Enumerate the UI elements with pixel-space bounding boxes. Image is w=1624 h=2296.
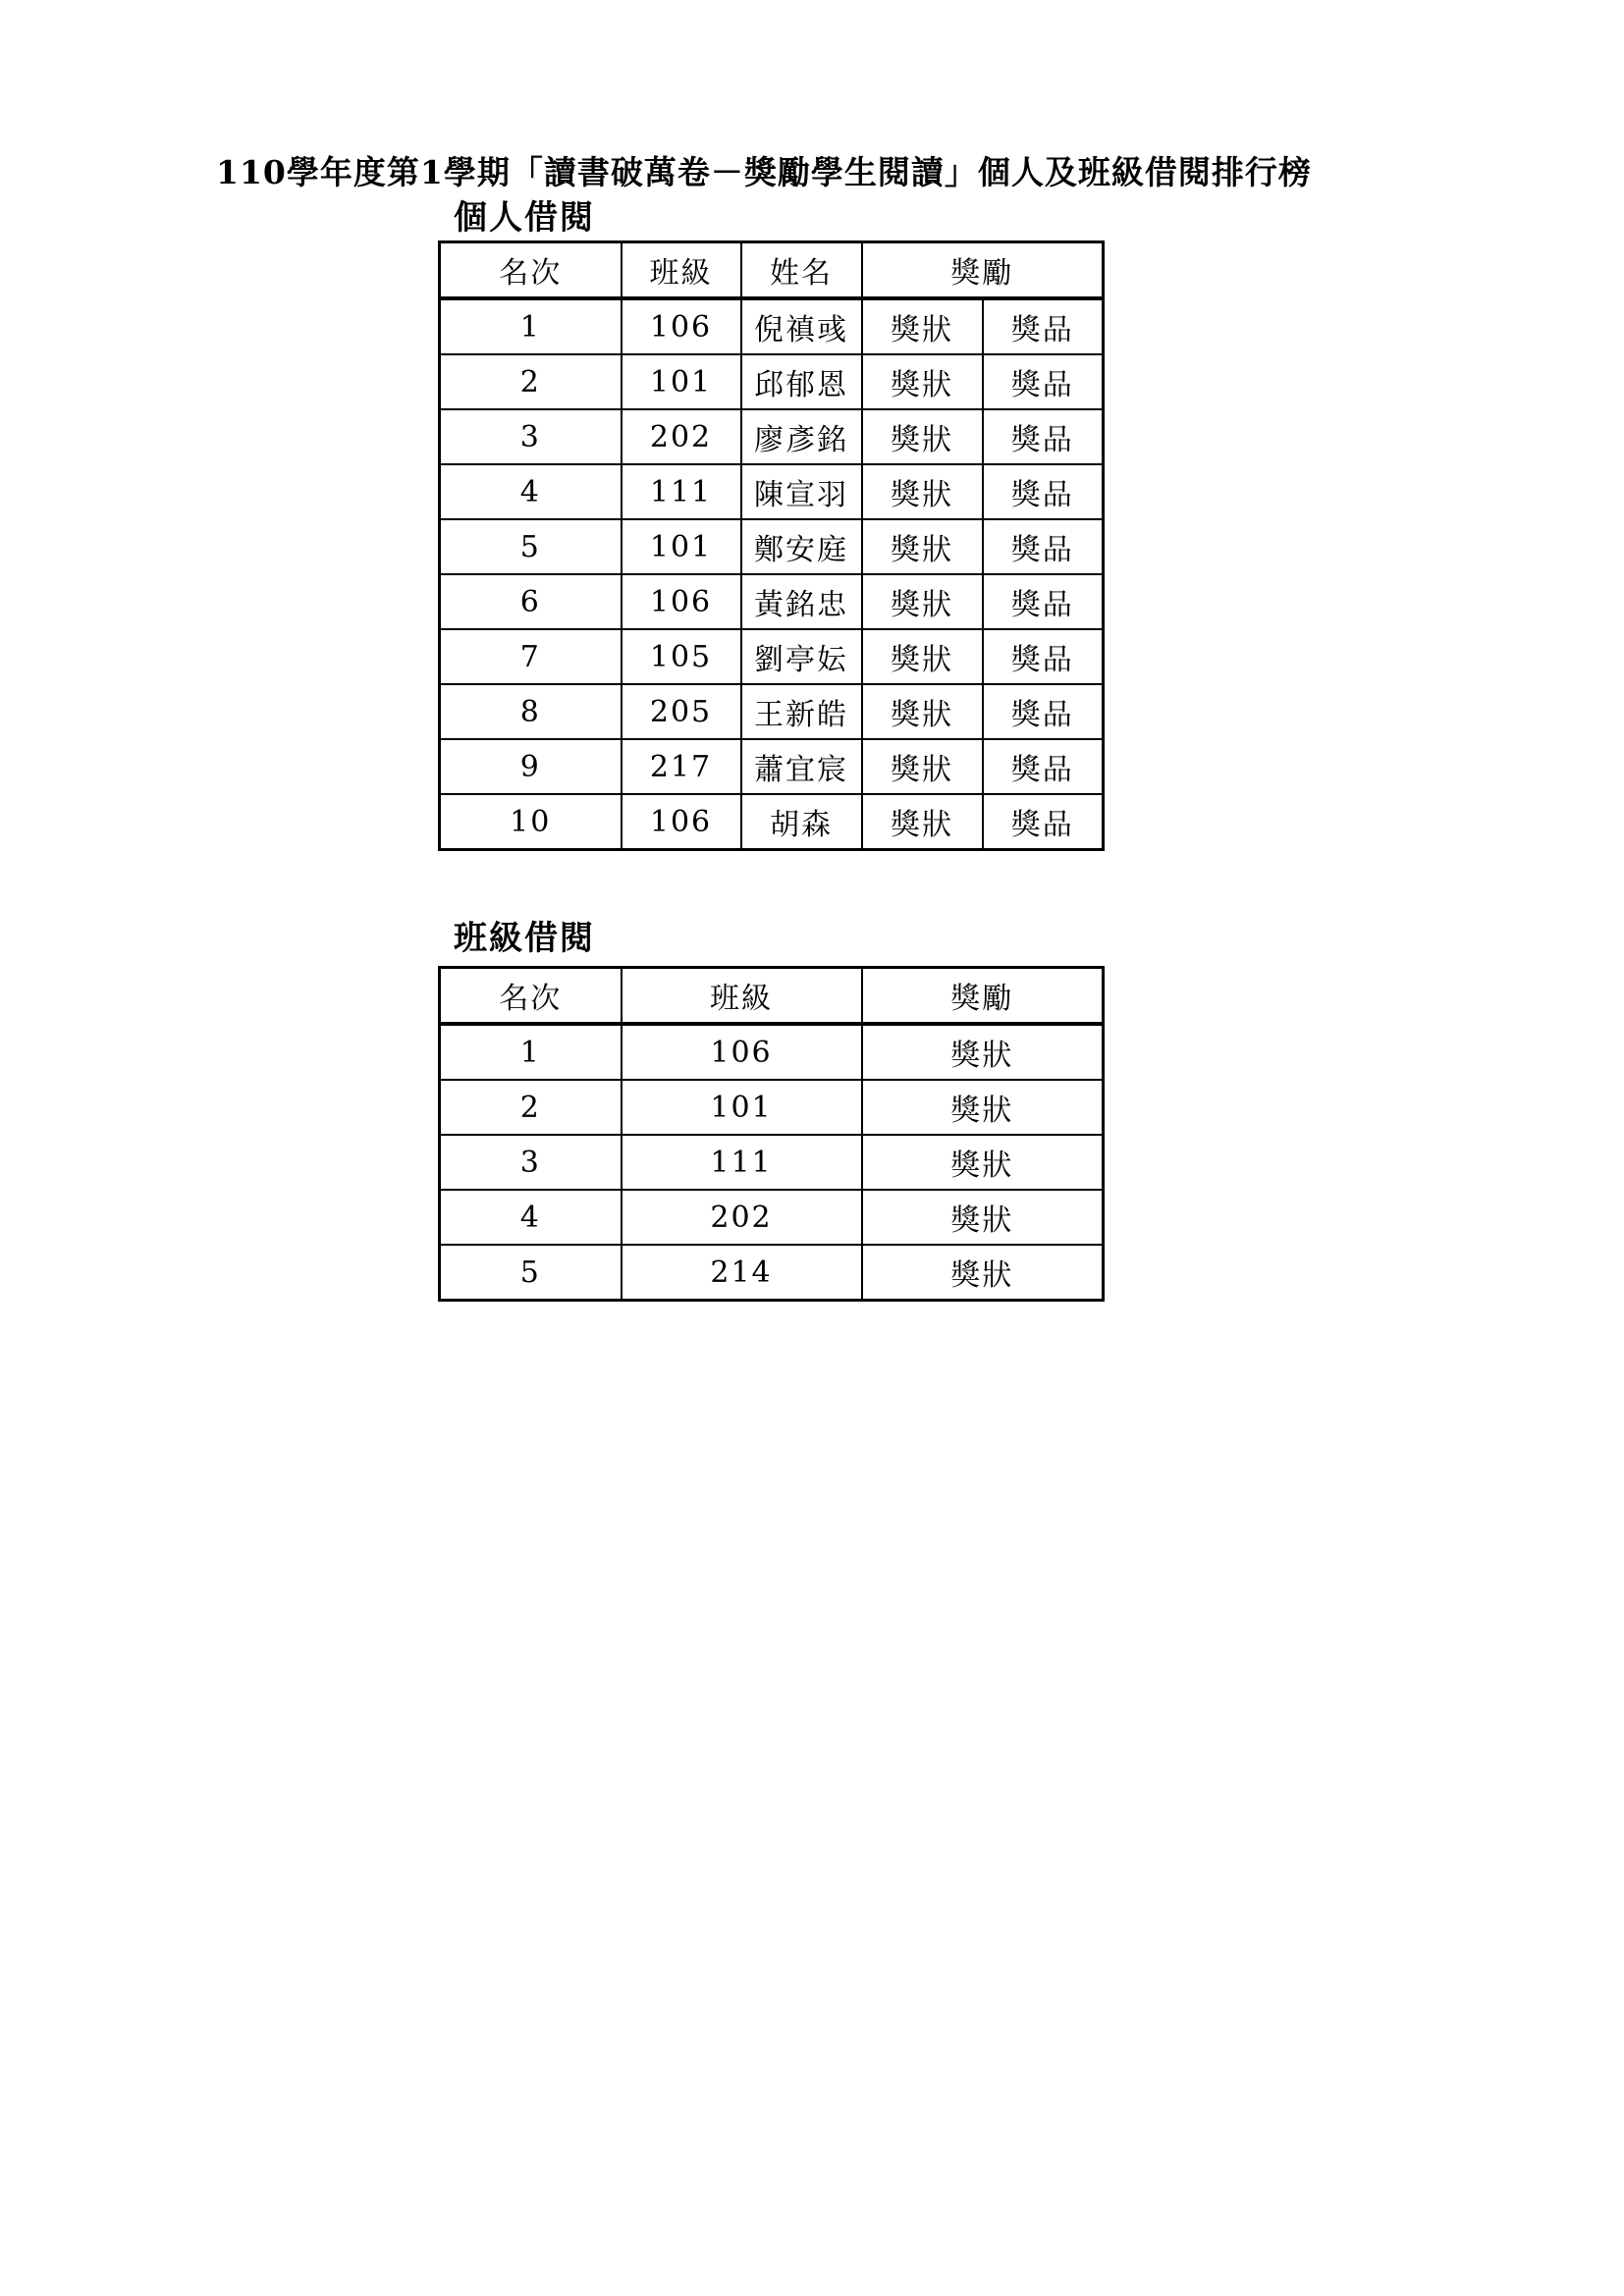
rank-cell: 4	[440, 464, 622, 519]
name-cell: 倪禛彧	[741, 298, 862, 354]
page-title: 110學年度第1學期「讀書破萬卷－獎勵學生閱讀」個人及班級借閱排行榜	[216, 153, 1312, 191]
header-class: 班級	[622, 242, 741, 299]
class-cell: 111	[622, 1135, 862, 1190]
prize-cell: 獎品	[983, 629, 1104, 684]
header-award: 獎勵	[862, 242, 1104, 299]
class-ranking-body	[440, 1024, 1104, 1301]
rank-cell: 1	[440, 298, 622, 354]
certificate-cell: 獎狀	[862, 794, 983, 850]
name-cell: 劉亭妘	[741, 629, 862, 684]
rank-cell: 9	[440, 739, 622, 794]
certificate-cell: 獎狀	[862, 574, 983, 629]
name-cell: 鄭安庭	[741, 519, 862, 574]
table-header-row	[440, 242, 1104, 299]
header-class: 班級	[622, 968, 862, 1025]
table-row	[440, 794, 1104, 850]
name-cell: 蕭宜宸	[741, 739, 862, 794]
name-cell: 廖彥銘	[741, 409, 862, 464]
table-row	[440, 409, 1104, 464]
prize-cell: 獎品	[983, 684, 1104, 739]
table-row	[440, 574, 1104, 629]
class-cell: 101	[622, 519, 741, 574]
table-header-row	[440, 968, 1104, 1025]
table-row	[440, 519, 1104, 574]
table-row	[440, 684, 1104, 739]
class-cell: 214	[622, 1245, 862, 1301]
prize-cell: 獎品	[983, 354, 1104, 409]
prize-cell: 獎品	[983, 794, 1104, 850]
rank-cell: 5	[440, 519, 622, 574]
certificate-cell: 獎狀	[862, 739, 983, 794]
certificate-cell: 獎狀	[862, 354, 983, 409]
name-cell: 胡森	[741, 794, 862, 850]
header-rank: 名次	[440, 242, 622, 299]
rank-cell: 3	[440, 1135, 622, 1190]
class-cell: 106	[622, 1024, 862, 1080]
table-row	[440, 629, 1104, 684]
certificate-cell: 獎狀	[862, 1135, 1104, 1190]
name-cell: 邱郁恩	[741, 354, 862, 409]
personal-ranking-body	[440, 298, 1104, 850]
personal-ranking-table	[438, 240, 1105, 851]
class-cell: 101	[622, 354, 741, 409]
table-row	[440, 739, 1104, 794]
class-borrowing-heading: 班級借閱	[454, 919, 595, 958]
prize-cell: 獎品	[983, 298, 1104, 354]
class-cell: 202	[622, 1190, 862, 1245]
certificate-cell: 獎狀	[862, 1080, 1104, 1135]
class-cell: 205	[622, 684, 741, 739]
certificate-cell: 獎狀	[862, 409, 983, 464]
rank-cell: 5	[440, 1245, 622, 1301]
table-row	[440, 1245, 1104, 1301]
class-cell: 106	[622, 298, 741, 354]
class-cell: 101	[622, 1080, 862, 1135]
rank-cell: 6	[440, 574, 622, 629]
table-row	[440, 1024, 1104, 1080]
certificate-cell: 獎狀	[862, 519, 983, 574]
prize-cell: 獎品	[983, 519, 1104, 574]
class-cell: 106	[622, 574, 741, 629]
rank-cell: 4	[440, 1190, 622, 1245]
certificate-cell: 獎狀	[862, 1190, 1104, 1245]
certificate-cell: 獎狀	[862, 629, 983, 684]
rank-cell: 2	[440, 1080, 622, 1135]
table-row	[440, 1135, 1104, 1190]
rank-cell: 1	[440, 1024, 622, 1080]
class-cell: 105	[622, 629, 741, 684]
class-cell: 106	[622, 794, 741, 850]
prize-cell: 獎品	[983, 464, 1104, 519]
name-cell: 陳宣羽	[741, 464, 862, 519]
class-cell: 111	[622, 464, 741, 519]
table-row	[440, 1080, 1104, 1135]
rank-cell: 3	[440, 409, 622, 464]
class-cell: 217	[622, 739, 741, 794]
header-name: 姓名	[741, 242, 862, 299]
personal-borrowing-heading: 個人借閱	[454, 198, 595, 238]
header-award: 獎勵	[862, 968, 1104, 1025]
certificate-cell: 獎狀	[862, 1024, 1104, 1080]
table-row	[440, 464, 1104, 519]
table-row	[440, 354, 1104, 409]
table-row	[440, 1190, 1104, 1245]
prize-cell: 獎品	[983, 739, 1104, 794]
table-row	[440, 298, 1104, 354]
prize-cell: 獎品	[983, 409, 1104, 464]
certificate-cell: 獎狀	[862, 684, 983, 739]
class-ranking-table	[438, 966, 1105, 1302]
rank-cell: 2	[440, 354, 622, 409]
certificate-cell: 獎狀	[862, 464, 983, 519]
rank-cell: 8	[440, 684, 622, 739]
class-cell: 202	[622, 409, 741, 464]
rank-cell: 7	[440, 629, 622, 684]
certificate-cell: 獎狀	[862, 298, 983, 354]
name-cell: 王新皓	[741, 684, 862, 739]
certificate-cell: 獎狀	[862, 1245, 1104, 1301]
header-rank: 名次	[440, 968, 622, 1025]
rank-cell: 10	[440, 794, 622, 850]
name-cell: 黃銘忠	[741, 574, 862, 629]
prize-cell: 獎品	[983, 574, 1104, 629]
